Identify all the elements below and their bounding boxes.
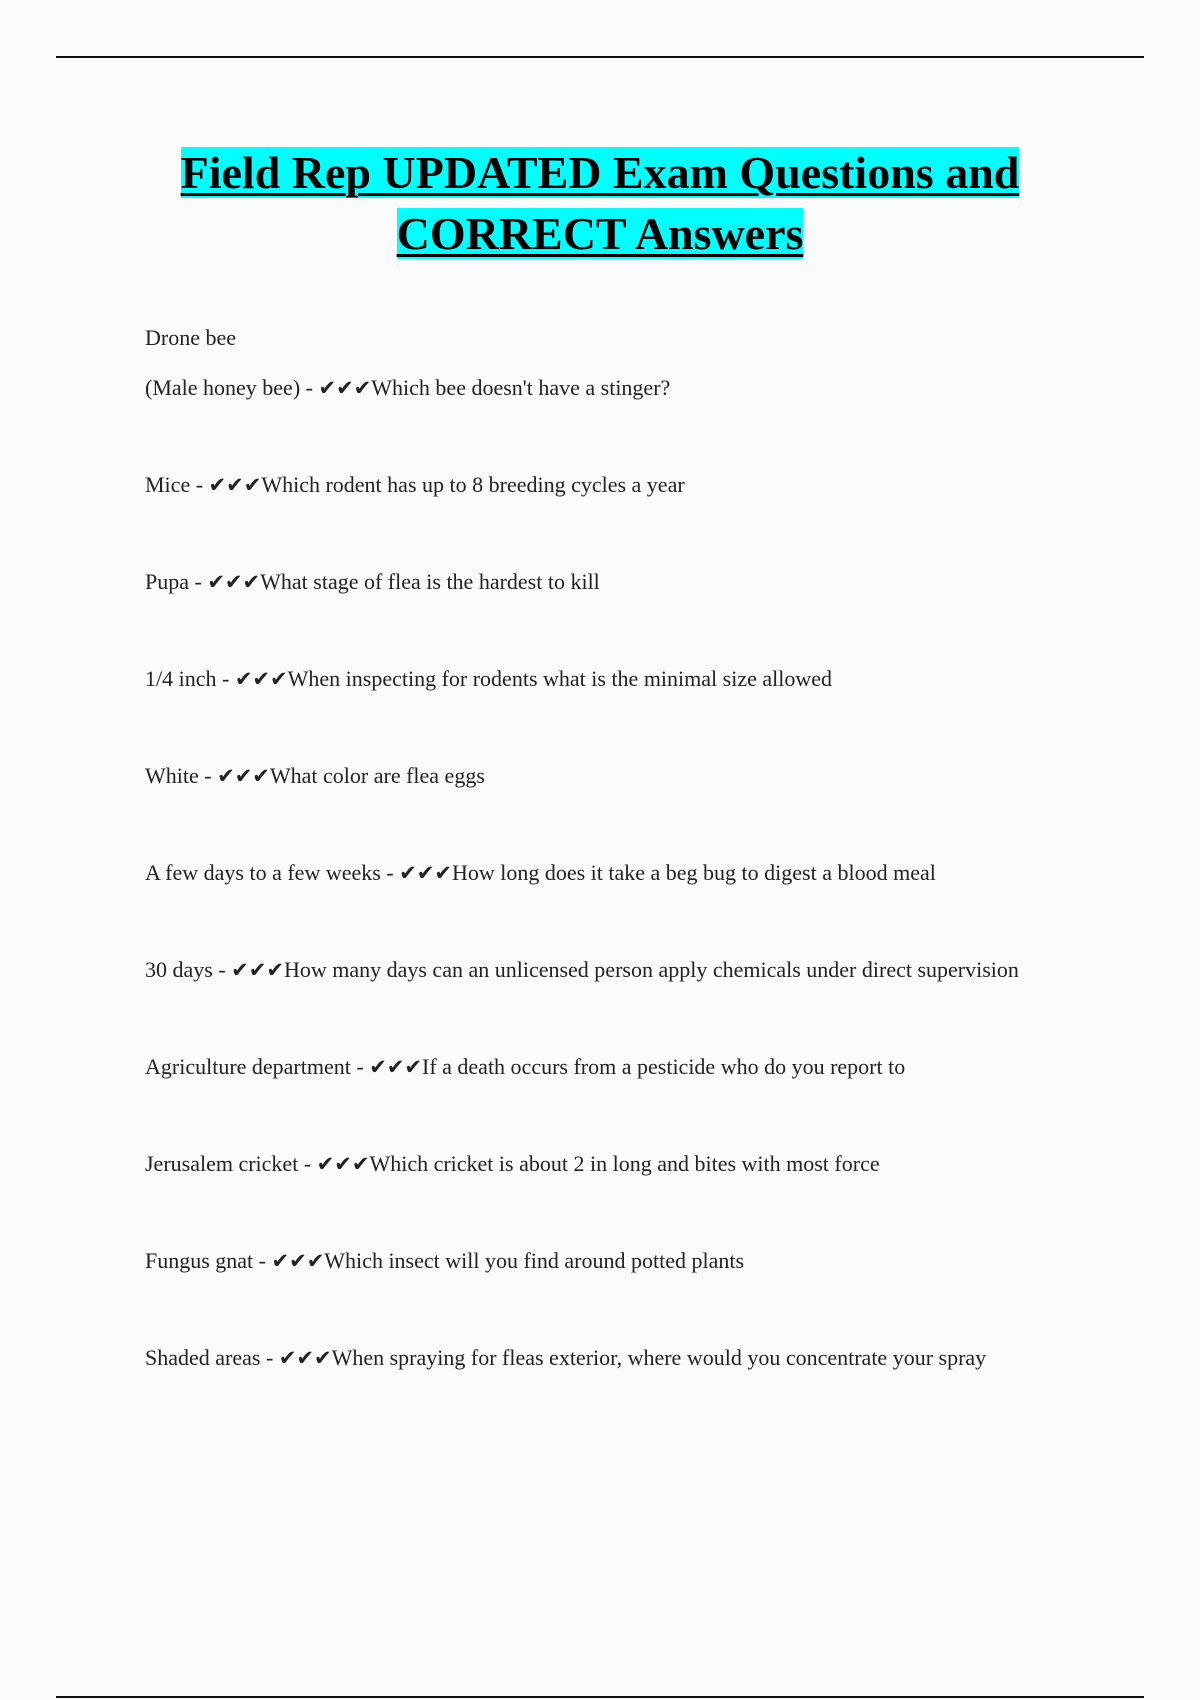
checkmark-icon: ✔✔✔: [399, 861, 452, 885]
qa-entry-6: [145, 857, 1045, 889]
qa-entry-10: [145, 1245, 1045, 1277]
bottom-rule: [56, 1696, 1144, 1698]
answer-text: Fungus gnat -: [145, 1248, 272, 1273]
qa-entry-9: [145, 1148, 1045, 1180]
document-title: [80, 142, 1120, 264]
question-text: When inspecting for rodents what is the minimal size allowed: [287, 666, 832, 691]
first-entry-term: Drone bee: [145, 325, 237, 350]
question-text: How many days can an unlicensed person apply chemicals under direct supervision: [283, 957, 1019, 982]
top-rule: [56, 56, 1144, 58]
question-text: If a death occurs from a pesticide who do you report to: [422, 1054, 906, 1079]
checkmark-icon: ✔✔✔: [231, 958, 284, 982]
answer-text: Jerusalem cricket -: [145, 1151, 317, 1176]
answer-text: 1/4 inch -: [145, 666, 235, 691]
qa-entry-4: [145, 663, 1045, 695]
qa-entry-11: [145, 1342, 1045, 1374]
answer-text: Shaded areas -: [145, 1345, 279, 1370]
checkmark-icon: ✔✔✔: [208, 473, 262, 497]
checkmark-icon: ✔✔✔: [234, 667, 288, 691]
checkmark-icon: ✔✔✔: [207, 570, 261, 594]
answer-text: (Male honey bee) -: [145, 375, 319, 400]
question-text: What stage of flea is the hardest to kill: [260, 569, 600, 594]
question-text: How long does it take a beg bug to digest a blood meal: [451, 860, 936, 885]
answer-text: A few days to a few weeks -: [145, 860, 400, 885]
question-text: Which bee doesn't have a stinger?: [371, 375, 671, 400]
checkmark-icon: ✔✔✔: [278, 1346, 332, 1370]
question-text: Which rodent has up to 8 breeding cycles a year: [261, 472, 685, 497]
question-text: When spraying for fleas exterior, where would you concentrate your spray: [331, 1345, 987, 1370]
question-text: What color are flea eggs: [269, 763, 485, 788]
qa-entry-2: [145, 469, 1045, 501]
qa-entry-3: [145, 566, 1045, 598]
answer-text: 30 days -: [145, 957, 232, 982]
question-text: Which cricket is about 2 in long and bites with most force: [369, 1151, 880, 1176]
title-line-1: Field Rep UPDATED Exam Questions and: [180, 147, 1020, 198]
qa-entry-1: [145, 372, 1045, 404]
answer-text: Agriculture department -: [145, 1054, 370, 1079]
title-line-2: CORRECT Answers: [396, 208, 804, 259]
qa-list: [145, 322, 1045, 1374]
answer-text: White -: [145, 763, 218, 788]
qa-entry-8: [145, 1051, 1045, 1083]
checkmark-icon: ✔✔✔: [318, 376, 372, 400]
checkmark-icon: ✔✔✔: [369, 1055, 422, 1079]
answer-text: Pupa -: [145, 569, 208, 594]
qa-entry-5: [145, 760, 1045, 792]
question-text: Which insect will you find around potted plants: [324, 1248, 745, 1273]
checkmark-icon: ✔✔✔: [271, 1249, 325, 1273]
qa-entry-7: [145, 954, 1045, 986]
checkmark-icon: ✔✔✔: [217, 764, 270, 788]
checkmark-icon: ✔✔✔: [316, 1152, 370, 1176]
answer-text: Mice -: [145, 472, 209, 497]
